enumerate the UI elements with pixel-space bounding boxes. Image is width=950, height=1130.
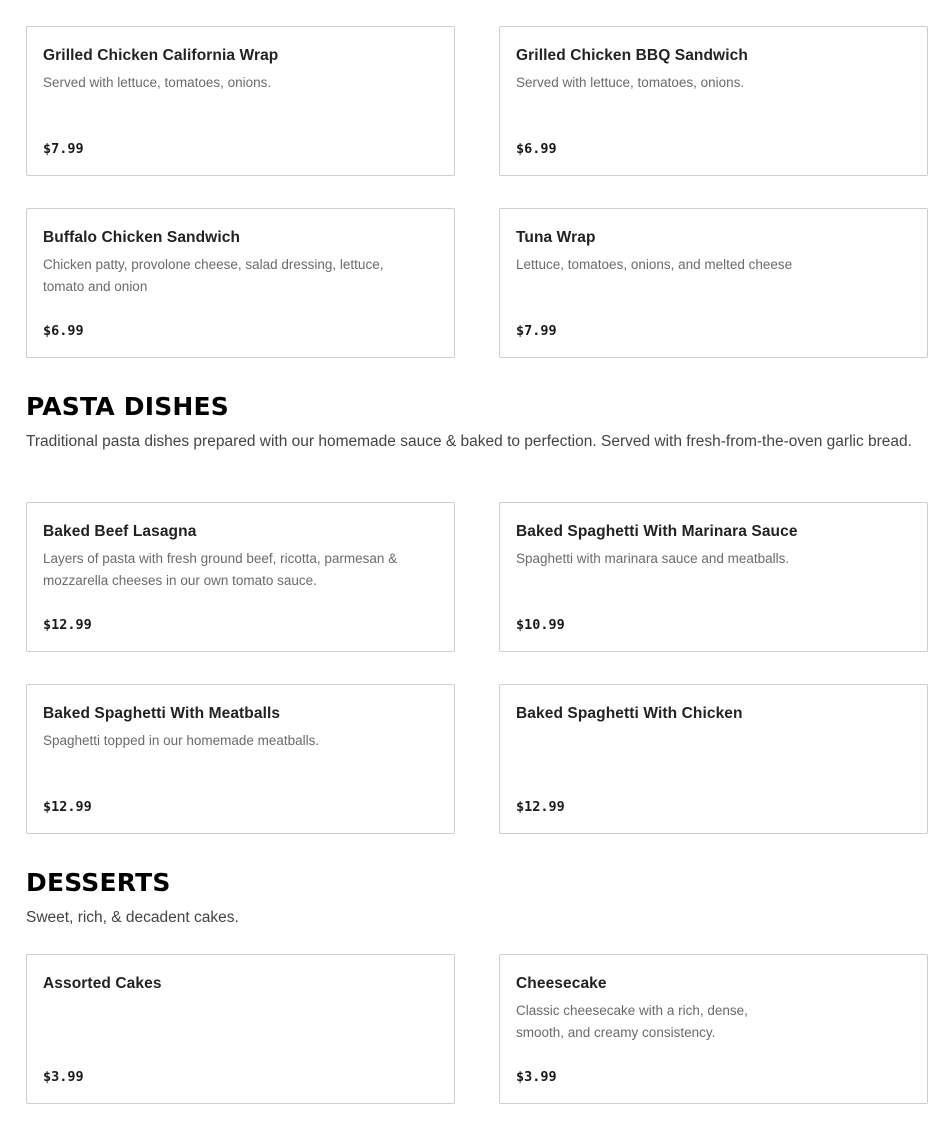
- menu-item-description: Chicken patty, provolone cheese, salad dressing, lettuce, tomato and onion: [43, 257, 384, 294]
- menu-item-card[interactable]: [499, 208, 928, 358]
- menu-item-name: Tuna Wrap: [516, 229, 596, 246]
- menu-item-price: $3.99: [43, 1069, 84, 1085]
- menu-item-price: $12.99: [43, 617, 92, 633]
- menu-item-description: Spaghetti with marinara sauce and meatballs.: [516, 551, 790, 566]
- menu-item-price: $10.99: [516, 617, 565, 633]
- menu-item-description: Served with lettuce, tomatoes, onions.: [43, 75, 272, 90]
- sandwiches-grid: [26, 26, 928, 358]
- pasta-grid: [26, 502, 928, 834]
- menu-item-name: Grilled Chicken California Wrap: [43, 47, 279, 64]
- menu-item-description: Layers of pasta with fresh ground beef, ricotta, parmesan & mozzarella cheeses in our own tomato sauce.: [43, 551, 398, 588]
- menu-item-name: Baked Spaghetti With Marinara Sauce: [516, 523, 798, 540]
- menu-item-card[interactable]: [26, 954, 455, 1104]
- section-description-desserts: Sweet, rich, & decadent cakes.: [26, 909, 239, 926]
- menu-item-name: Baked Spaghetti With Meatballs: [43, 705, 281, 722]
- menu-item-price: $6.99: [43, 323, 84, 339]
- menu-item-card[interactable]: [26, 502, 455, 652]
- menu-item-price: $6.99: [516, 141, 557, 157]
- menu-item-price: $3.99: [516, 1069, 557, 1085]
- menu-item-name: Baked Beef Lasagna: [43, 523, 197, 540]
- menu-item-card[interactable]: [26, 26, 455, 176]
- menu-item-price: $12.99: [516, 799, 565, 815]
- menu-item-card[interactable]: [499, 502, 928, 652]
- menu-item-card[interactable]: [499, 954, 928, 1104]
- menu-item-name: Grilled Chicken BBQ Sandwich: [516, 47, 748, 64]
- section-title-pasta: PASTA DISHES: [26, 392, 230, 421]
- menu-item-card[interactable]: [26, 208, 455, 358]
- menu-item-description: Served with lettuce, tomatoes, onions.: [516, 75, 745, 90]
- menu-item-name: Assorted Cakes: [43, 975, 162, 992]
- menu-item-price: $12.99: [43, 799, 92, 815]
- desserts-grid: [26, 954, 928, 1104]
- menu-item-name: Baked Spaghetti With Chicken: [516, 705, 743, 722]
- section-description-pasta: Traditional pasta dishes prepared with our homemade sauce & baked to perfection. Served with fresh-from-the-oven garlic bread.: [26, 433, 912, 450]
- menu-item-price: $7.99: [43, 141, 84, 157]
- menu-item-description: Classic cheesecake with a rich, dense, smooth, and creamy consistency.: [516, 1003, 748, 1040]
- menu-item-name: Buffalo Chicken Sandwich: [43, 229, 241, 246]
- menu-item-price: $7.99: [516, 323, 557, 339]
- menu-item-card[interactable]: [499, 26, 928, 176]
- menu-item-card[interactable]: [26, 684, 455, 834]
- menu-item-card[interactable]: [499, 684, 928, 834]
- section-title-desserts: DESSERTS: [26, 868, 171, 897]
- menu-item-description: Spaghetti topped in our homemade meatballs.: [43, 733, 320, 748]
- menu-item-name: Cheesecake: [516, 975, 607, 992]
- menu-item-description: Lettuce, tomatoes, onions, and melted cheese: [516, 257, 793, 272]
